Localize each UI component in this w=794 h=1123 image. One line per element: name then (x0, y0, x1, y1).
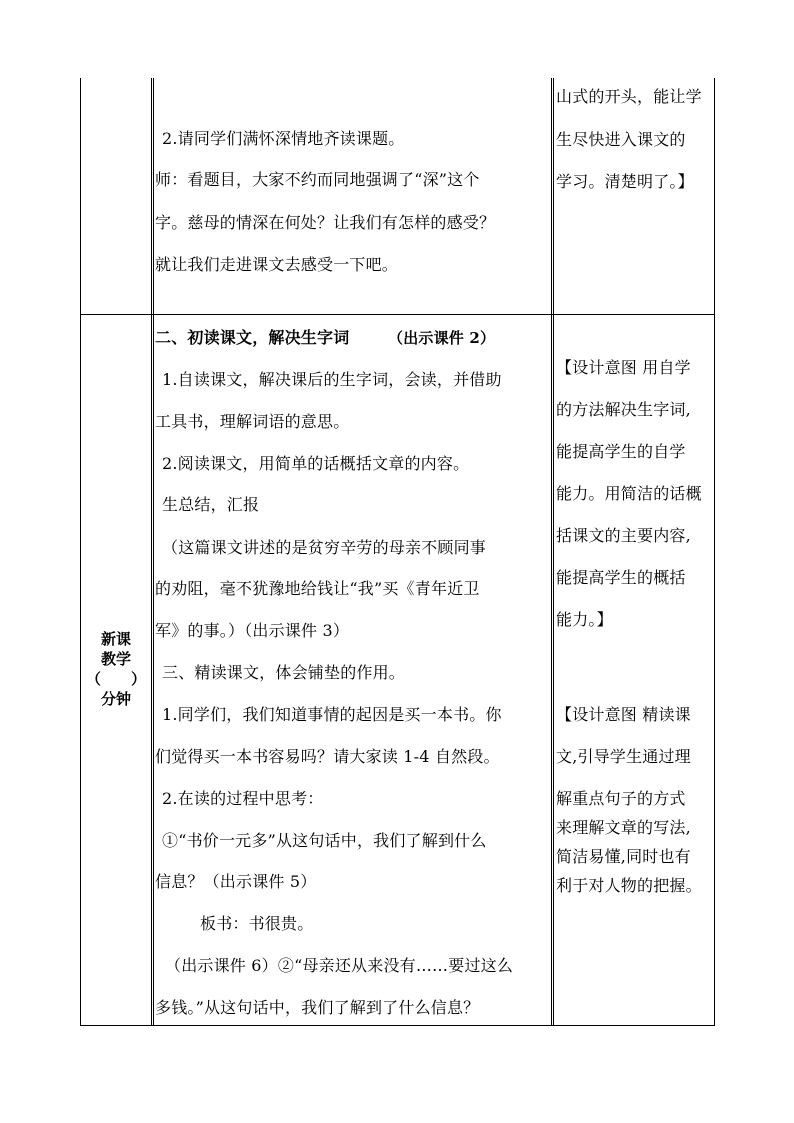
text-line: 1.同学们，我们知道事情的起因是买一本书。你 (162, 705, 502, 724)
text-line: 简洁易懂,同时也有 (556, 847, 691, 866)
text-line: 括课文的主要内容, (556, 526, 691, 545)
text-line: 工具书，理解词语的意思。 (155, 412, 350, 431)
text-line: 多钱。”从这句话中，我们了解到了什么信息？ (155, 998, 480, 1017)
text-line: 的劝阻，毫不犹豫地给钱让“我”买《青年近卫 (155, 579, 480, 598)
stage-label-line: （ ） (85, 670, 146, 688)
text-line: 就让我们走进课文去感受一下吧。 (155, 255, 399, 274)
text-line: 军》的事。）（出示课件 3） (155, 621, 350, 640)
text-line: 山式的开头，能让学 (556, 87, 702, 106)
table-border-bottom (80, 1025, 715, 1026)
text-line: 文,引导学生通过理 (556, 747, 691, 766)
section-title: 三、精读课文，体会铺垫的作用。 (162, 663, 406, 682)
text-line: 们觉得买一本书容易吗？请大家读 1-4 自然段。 (155, 747, 500, 766)
text-line: 2.请同学们满怀深情地齐读课题。 (162, 129, 405, 148)
text-line: 能力。用简洁的话概 (556, 484, 702, 503)
courseware-note: （出示课件 2） (388, 329, 496, 347)
table-divider-col2 (153, 78, 154, 1026)
text-line: 能提高学生的自学 (556, 442, 686, 461)
stage-label-line: 教学 (100, 650, 131, 668)
stage-label-line: 分钟 (100, 690, 131, 708)
text-line: 的方法解决生字词, (556, 400, 691, 419)
table-border-left (80, 78, 81, 1026)
text-line: 能提高学生的概括 (556, 568, 686, 587)
section-title: 二、初读课文，解决生字词 (155, 328, 350, 347)
text-line: 生总结，汇报 (162, 495, 260, 514)
text-line: 来理解文章的写法, (556, 818, 691, 837)
text-line: 师：看题目，大家不约而同地强调了“深”这个 (155, 170, 480, 189)
stage-label-line: 新课 (100, 630, 131, 648)
text-line: 2.在读的过程中思考： (162, 789, 324, 808)
text-line: 2.阅读课文，用简单的话概括文章的内容。 (162, 454, 470, 473)
text-line: （这篇课文讲述的是贫穷辛劳的母亲不顾同事 (162, 538, 487, 557)
text-line: 生尽快进入课文的 (556, 130, 686, 149)
text-line: 1.自读课文，解决课后的生字词，会读，并借助 (162, 370, 502, 389)
text-line: 【设计意图 精读课 (556, 705, 691, 724)
row-separator (80, 314, 715, 315)
text-line: ①“书价一元多”从这句话中，我们了解到什么 (162, 831, 487, 850)
text-line: （出示课件 6）②“母亲还从来没有……要过这么 (165, 956, 514, 975)
table-divider-col4 (553, 78, 554, 1026)
text-line: 信息？（出示课件 5） (155, 872, 317, 891)
text-line: 能力。】 (556, 610, 613, 629)
text-line: 字。慈母的情深在何处？让我们有怎样的感受？ (155, 213, 496, 232)
text-line: 利于对人物的把握。 (556, 876, 702, 895)
table-divider-col1 (151, 78, 152, 1026)
text-line: 【设计意图 用自学 (556, 358, 691, 377)
text-line: 学习。清楚明了。】 (556, 172, 694, 191)
table-border-right (714, 78, 715, 1026)
table-divider-col3 (551, 78, 552, 1026)
text-line: 解重点句子的方式 (556, 789, 686, 808)
blackboard-note: 板书：书很贵。 (200, 914, 314, 933)
